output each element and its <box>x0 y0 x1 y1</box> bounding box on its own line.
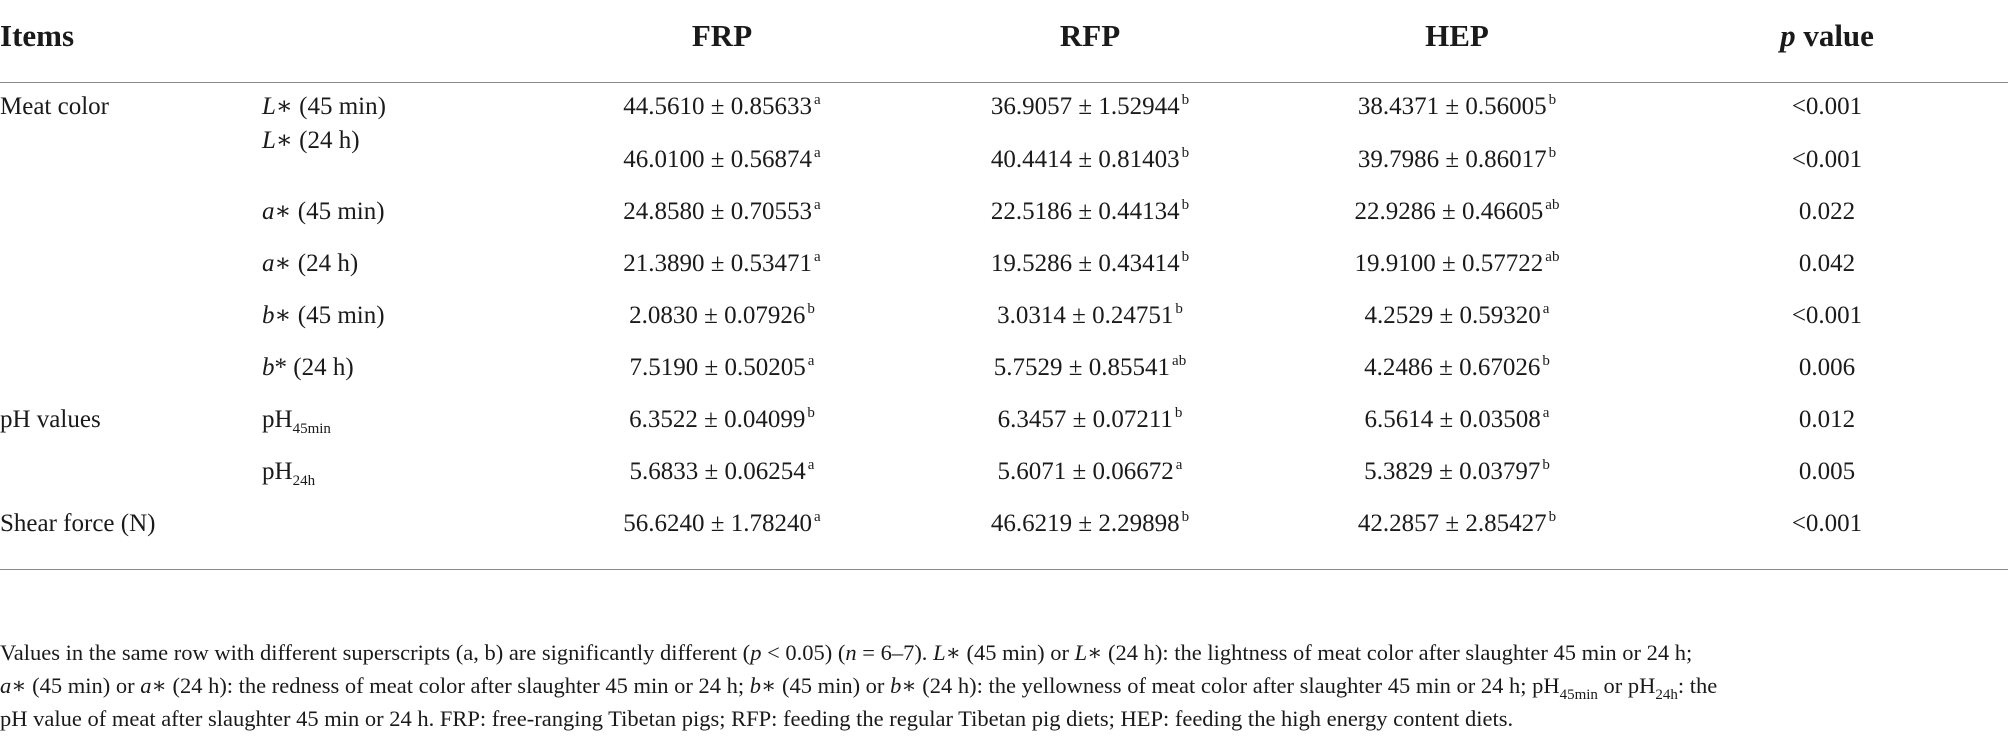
row-subitem <box>262 457 315 487</box>
subitem-rest: ∗ (24 h) <box>274 250 359 277</box>
cell-hep <box>1358 509 1556 539</box>
footnote-text: < 0.05) ( <box>761 640 846 665</box>
footnote-italic: a <box>140 673 152 698</box>
significance-superscript: b <box>1181 509 1190 525</box>
significance-superscript: a <box>1542 301 1550 317</box>
cell-frp <box>629 405 815 435</box>
cell-frp <box>630 457 815 487</box>
header-p-italic: p <box>1780 18 1796 53</box>
table-footnote <box>0 636 2000 735</box>
cell-value: 40.4414 ± 0.81403 <box>990 146 1180 173</box>
cell-value: 56.6240 ± 1.78240 <box>623 510 813 537</box>
significance-superscript: a <box>814 249 821 265</box>
significance-superscript: b <box>1542 353 1550 369</box>
row-subitem <box>262 197 385 227</box>
cell-hep <box>1355 249 1560 279</box>
subitem-rest: ∗ (45 min) <box>274 198 385 225</box>
cell-hep <box>1358 92 1556 122</box>
subitem-subscript: 45min <box>292 421 331 437</box>
footnote-text: ∗ (45 min) or <box>11 673 141 698</box>
cell-value: 46.0100 ± 0.56874 <box>623 146 813 173</box>
cell-p-value: 0.042 <box>1798 250 1856 277</box>
header-p-rest: value <box>1795 18 1874 53</box>
cell-value: 4.2486 ± 0.67026 <box>1364 354 1541 381</box>
cell-p-value: 0.005 <box>1798 458 1856 485</box>
cell-value: 6.3457 ± 0.07211 <box>997 406 1173 433</box>
cell-frp <box>629 301 815 331</box>
cell-rfp <box>991 509 1189 539</box>
cell-hep <box>1364 353 1550 383</box>
significance-superscript: b <box>1181 197 1190 213</box>
row-category: pH values <box>0 406 101 433</box>
cell-frp <box>623 509 820 539</box>
cell-frp <box>630 353 815 383</box>
footnote-text: pH value of meat after slaughter 45 min or 24 h. FRP: free-ranging Tibetan pigs; RFP: feeding the regular Tibetan pig diets; HEP: feeding the high energy content diets. <box>0 706 1514 731</box>
significance-superscript: b <box>1542 457 1550 473</box>
cell-value: 6.5614 ± 0.03508 <box>1364 406 1541 433</box>
footnote-italic: b <box>749 673 762 698</box>
footnote-italic: L <box>933 640 946 665</box>
cell-rfp <box>998 457 1183 487</box>
cell-value: 19.9100 ± 0.57722 <box>1354 250 1544 277</box>
cell-value: 5.6833 ± 0.06254 <box>629 458 806 485</box>
footnote-italic: L <box>1074 640 1088 665</box>
cell-hep <box>1364 457 1550 487</box>
subitem-variable: a <box>262 198 275 225</box>
footnote-italic: n <box>845 640 857 665</box>
significance-superscript: a <box>814 92 821 108</box>
cell-value: 3.0314 ± 0.24751 <box>997 302 1174 329</box>
table-bottom-rule <box>0 569 2008 570</box>
significance-superscript: b <box>1175 301 1183 317</box>
cell-hep <box>1358 145 1556 175</box>
header-frp: FRP <box>691 18 753 53</box>
row-category: Meat color <box>0 93 109 120</box>
subitem-variable: a <box>262 250 275 277</box>
header-p-value <box>1780 18 1874 54</box>
footnote-text: ∗ (24 h): the lightness of meat color after slaughter 45 min or 24 h; <box>1087 640 1693 665</box>
header-items: Items <box>0 18 75 53</box>
subitem-text: pH <box>262 458 293 485</box>
subitem-subscript: 24h <box>292 473 316 489</box>
significance-superscript: a <box>814 145 821 161</box>
footnote-subscript: 45min <box>1559 687 1598 703</box>
row-subitem <box>262 126 360 156</box>
significance-superscript: a <box>807 353 815 369</box>
significance-superscript: b <box>807 405 815 421</box>
cell-p-value: <0.001 <box>1791 302 1863 329</box>
cell-value: 44.5610 ± 0.85633 <box>623 93 813 120</box>
cell-hep <box>1355 197 1560 227</box>
cell-p-value: 0.012 <box>1798 406 1856 433</box>
cell-value: 38.4371 ± 0.56005 <box>1357 93 1547 120</box>
cell-value: 5.6071 ± 0.06672 <box>997 458 1174 485</box>
footnote-text: ∗ (45 min) or <box>761 673 891 698</box>
row-subitem <box>262 405 331 435</box>
significance-superscript: a <box>1175 457 1183 473</box>
cell-value: 6.3522 ± 0.04099 <box>629 406 806 433</box>
subitem-rest: ∗ (45 min) <box>274 302 385 329</box>
row-subitem <box>262 249 358 279</box>
cell-rfp <box>994 353 1186 383</box>
cell-value: 39.7986 ± 0.86017 <box>1357 146 1547 173</box>
footnote-italic: a <box>0 673 12 698</box>
significance-superscript: a <box>814 197 821 213</box>
footnote-text: = 6–7). <box>856 640 934 665</box>
significance-superscript: b <box>1548 145 1557 161</box>
cell-value: 42.2857 ± 2.85427 <box>1357 510 1547 537</box>
subitem-variable: L <box>262 93 276 120</box>
footnote-text: : the <box>1677 673 1718 698</box>
significance-superscript: b <box>1548 509 1557 525</box>
significance-superscript: ab <box>1545 249 1560 265</box>
footnote-italic: b <box>890 673 902 698</box>
cell-hep <box>1365 301 1550 331</box>
cell-p-value: <0.001 <box>1791 146 1863 173</box>
cell-rfp <box>991 197 1189 227</box>
subitem-rest: ∗ (24 h) <box>275 127 360 154</box>
cell-rfp <box>997 301 1183 331</box>
cell-value: 22.5186 ± 0.44134 <box>990 198 1180 225</box>
significance-superscript: b <box>807 301 815 317</box>
significance-superscript: a <box>807 457 815 473</box>
cell-value: 22.9286 ± 0.46605 <box>1354 198 1544 225</box>
row-category: Shear force (N) <box>0 510 156 537</box>
footnote-italic: p <box>750 640 762 665</box>
cell-value: 19.5286 ± 0.43414 <box>990 250 1180 277</box>
subitem-rest: * (24 h) <box>274 354 354 381</box>
significance-superscript: b <box>1548 92 1557 108</box>
significance-superscript: b <box>1181 145 1190 161</box>
footnote-subscript: 24h <box>1655 687 1678 703</box>
subitem-rest: ∗ (45 min) <box>275 93 386 120</box>
significance-superscript: a <box>814 509 821 525</box>
significance-superscript: a <box>1542 405 1550 421</box>
cell-value: 5.3829 ± 0.03797 <box>1364 458 1541 485</box>
cell-rfp <box>991 92 1189 122</box>
footnote-text: ∗ (24 h): the redness of meat color after slaughter 45 min or 24 h; <box>151 673 750 698</box>
cell-frp <box>623 197 820 227</box>
cell-rfp <box>998 405 1183 435</box>
cell-p-value: <0.001 <box>1791 510 1863 537</box>
significance-superscript: b <box>1181 249 1190 265</box>
cell-hep <box>1365 405 1550 435</box>
cell-frp <box>623 145 820 175</box>
cell-p-value: 0.022 <box>1798 198 1856 225</box>
footnote-text: Values in the same row with different superscripts (a, b) are significantly different ( <box>0 640 751 665</box>
subitem-text: pH <box>262 406 293 433</box>
cell-value: 7.5190 ± 0.50205 <box>629 354 806 381</box>
row-subitem <box>262 353 354 383</box>
cell-frp <box>623 249 820 279</box>
cell-value: 36.9057 ± 1.52944 <box>990 93 1180 120</box>
subitem-variable: L <box>262 127 276 154</box>
significance-superscript: b <box>1174 405 1183 421</box>
cell-rfp <box>991 145 1189 175</box>
header-rfp: RFP <box>1059 18 1121 53</box>
significance-superscript: b <box>1181 92 1190 108</box>
cell-p-value: <0.001 <box>1791 93 1863 120</box>
footnote-text: or pH <box>1597 673 1656 698</box>
footnote-text: ∗ (45 min) or <box>945 640 1075 665</box>
cell-value: 5.7529 ± 0.85541 <box>993 354 1171 381</box>
cell-value: 21.3890 ± 0.53471 <box>623 250 813 277</box>
cell-value: 4.2529 ± 0.59320 <box>1364 302 1541 329</box>
cell-value: 24.8580 ± 0.70553 <box>623 198 813 225</box>
significance-superscript: ab <box>1172 353 1187 369</box>
cell-p-value: 0.006 <box>1798 354 1856 381</box>
cell-rfp <box>991 249 1189 279</box>
subitem-variable: b <box>262 302 275 329</box>
table-top-rule <box>0 82 2008 83</box>
header-hep: HEP <box>1425 18 1489 53</box>
cell-value: 2.0830 ± 0.07926 <box>629 302 806 329</box>
subitem-variable: b <box>262 354 275 381</box>
cell-value: 46.6219 ± 2.29898 <box>990 510 1180 537</box>
row-subitem <box>262 301 385 331</box>
row-subitem <box>262 92 386 122</box>
footnote-text: ∗ (24 h): the yellowness of meat color after slaughter 45 min or 24 h; pH <box>901 673 1560 698</box>
significance-superscript: ab <box>1545 197 1560 213</box>
cell-frp <box>623 92 820 122</box>
